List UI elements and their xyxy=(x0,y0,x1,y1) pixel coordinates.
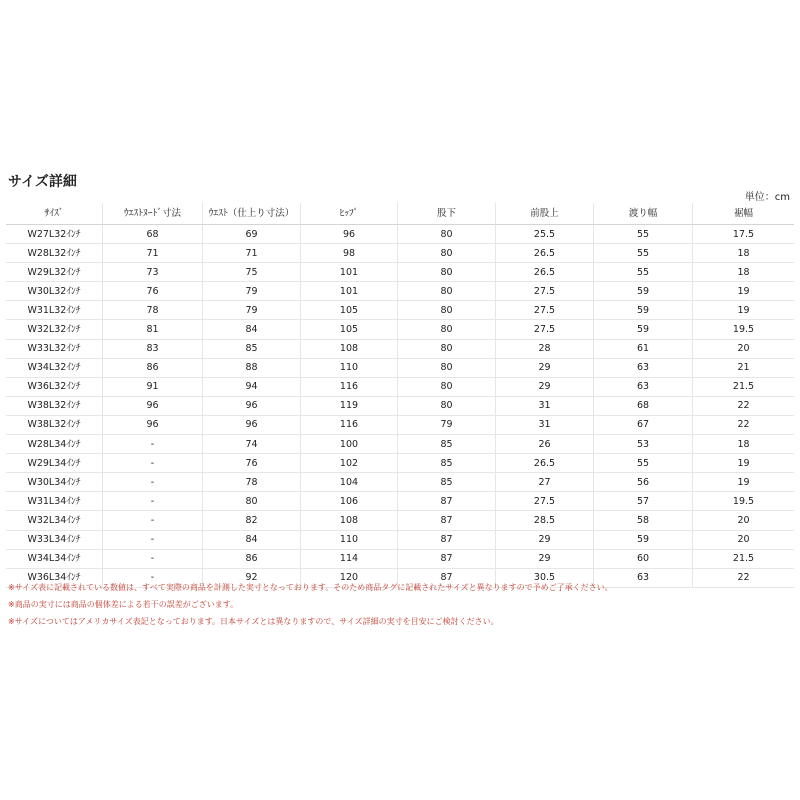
cell-hem-width: 22 xyxy=(693,397,794,416)
table-row xyxy=(6,492,794,511)
header-waist-finished: ｳｴｽﾄ（仕上り寸法） xyxy=(203,203,301,225)
cell-hip: 96 xyxy=(301,225,398,244)
cell-hem-width: 19 xyxy=(693,282,794,301)
cell-hip: 110 xyxy=(301,531,398,550)
table-row xyxy=(6,340,794,359)
cell-hip: 116 xyxy=(301,416,398,435)
table-row xyxy=(6,378,794,397)
table-row xyxy=(6,511,794,530)
cell-thigh-width: 63 xyxy=(594,378,693,397)
cell-thigh-width: 55 xyxy=(594,263,693,282)
cell-thigh-width: 59 xyxy=(594,282,693,301)
cell-waist-finished: 80 xyxy=(203,492,301,511)
cell-hem-width: 22 xyxy=(693,569,794,588)
cell-hip: 105 xyxy=(301,320,398,339)
cell-front-rise: 26.5 xyxy=(496,263,594,282)
cell-waist-nude: 78 xyxy=(103,301,203,320)
cell-front-rise: 29 xyxy=(496,550,594,569)
cell-waist-nude: 81 xyxy=(103,320,203,339)
cell-hip: 110 xyxy=(301,359,398,378)
cell-size: W38L32ｲﾝﾁ xyxy=(6,416,103,435)
cell-waist-finished: 75 xyxy=(203,263,301,282)
cell-hip: 120 xyxy=(301,569,398,588)
cell-thigh-width: 55 xyxy=(594,244,693,263)
notes-section xyxy=(8,579,794,630)
cell-inseam: 87 xyxy=(398,550,496,569)
cell-front-rise: 29 xyxy=(496,531,594,550)
cell-inseam: 80 xyxy=(398,397,496,416)
table-row xyxy=(6,435,794,454)
cell-hem-width: 21.5 xyxy=(693,550,794,569)
cell-hem-width: 21 xyxy=(693,359,794,378)
cell-front-rise: 26.5 xyxy=(496,244,594,263)
header-size: ｻｲｽﾞ xyxy=(6,203,103,225)
cell-waist-finished: 94 xyxy=(203,378,301,397)
cell-hem-width: 18 xyxy=(693,244,794,263)
table-row xyxy=(6,225,794,244)
cell-front-rise: 31 xyxy=(496,397,594,416)
cell-waist-finished: 85 xyxy=(203,340,301,359)
cell-front-rise: 30.5 xyxy=(496,569,594,588)
cell-hip: 98 xyxy=(301,244,398,263)
cell-waist-finished: 86 xyxy=(203,550,301,569)
cell-hip: 105 xyxy=(301,301,398,320)
cell-size: W28L32ｲﾝﾁ xyxy=(6,244,103,263)
cell-inseam: 87 xyxy=(398,492,496,511)
table-row xyxy=(6,359,794,378)
cell-inseam: 80 xyxy=(398,320,496,339)
cell-thigh-width: 61 xyxy=(594,340,693,359)
table-row xyxy=(6,416,794,435)
cell-hip: 101 xyxy=(301,263,398,282)
cell-front-rise: 25.5 xyxy=(496,225,594,244)
cell-size: W36L32ｲﾝﾁ xyxy=(6,378,103,397)
cell-hem-width: 20 xyxy=(693,511,794,530)
cell-size: W33L34ｲﾝﾁ xyxy=(6,531,103,550)
cell-waist-nude: - xyxy=(103,569,203,588)
cell-inseam: 80 xyxy=(398,263,496,282)
header-front-rise: 前股上 xyxy=(496,203,594,225)
cell-waist-nude: - xyxy=(103,454,203,473)
cell-hip: 100 xyxy=(301,435,398,454)
cell-size: W30L34ｲﾝﾁ xyxy=(6,473,103,492)
table-row xyxy=(6,473,794,492)
cell-size: W31L34ｲﾝﾁ xyxy=(6,492,103,511)
cell-thigh-width: 58 xyxy=(594,511,693,530)
cell-waist-finished: 96 xyxy=(203,416,301,435)
cell-size: W34L32ｲﾝﾁ xyxy=(6,359,103,378)
cell-inseam: 87 xyxy=(398,531,496,550)
cell-size: W27L32ｲﾝﾁ xyxy=(6,225,103,244)
table-row xyxy=(6,454,794,473)
cell-waist-finished: 79 xyxy=(203,301,301,320)
cell-hem-width: 19 xyxy=(693,454,794,473)
note-measurement: ※サイズ表に記載されている数値は、すべて実際の商品を計測した実寸となっております。そのため商品タグに記載されたサイズと異なりますので予めご了承ください。 xyxy=(8,583,613,592)
cell-waist-finished: 74 xyxy=(203,435,301,454)
cell-size: W32L34ｲﾝﾁ xyxy=(6,511,103,530)
cell-thigh-width: 57 xyxy=(594,492,693,511)
cell-hem-width: 20 xyxy=(693,340,794,359)
cell-hip: 102 xyxy=(301,454,398,473)
cell-waist-nude: - xyxy=(103,492,203,511)
header-thigh-width: 渡り幅 xyxy=(594,203,693,225)
cell-thigh-width: 60 xyxy=(594,550,693,569)
cell-size: W32L32ｲﾝﾁ xyxy=(6,320,103,339)
cell-front-rise: 31 xyxy=(496,416,594,435)
cell-inseam: 80 xyxy=(398,359,496,378)
cell-thigh-width: 59 xyxy=(594,301,693,320)
header-waist-nude: ｳｴｽﾄﾇｰﾄﾞ寸法 xyxy=(103,203,203,225)
cell-size: W29L32ｲﾝﾁ xyxy=(6,263,103,282)
table-row xyxy=(6,301,794,320)
table-row xyxy=(6,550,794,569)
cell-thigh-width: 56 xyxy=(594,473,693,492)
cell-hip: 114 xyxy=(301,550,398,569)
cell-front-rise: 27 xyxy=(496,473,594,492)
cell-inseam: 85 xyxy=(398,473,496,492)
cell-waist-finished: 92 xyxy=(203,569,301,588)
cell-inseam: 85 xyxy=(398,435,496,454)
cell-size: W28L34ｲﾝﾁ xyxy=(6,435,103,454)
table-row xyxy=(6,244,794,263)
cell-hip: 106 xyxy=(301,492,398,511)
cell-inseam: 85 xyxy=(398,454,496,473)
cell-size: W31L32ｲﾝﾁ xyxy=(6,301,103,320)
table-row xyxy=(6,320,794,339)
cell-waist-finished: 82 xyxy=(203,511,301,530)
size-table xyxy=(6,203,794,588)
cell-waist-finished: 78 xyxy=(203,473,301,492)
cell-waist-finished: 79 xyxy=(203,282,301,301)
cell-hem-width: 18 xyxy=(693,435,794,454)
cell-front-rise: 28 xyxy=(496,340,594,359)
cell-waist-finished: 69 xyxy=(203,225,301,244)
cell-hem-width: 18 xyxy=(693,263,794,282)
cell-hem-width: 19 xyxy=(693,301,794,320)
cell-front-rise: 27.5 xyxy=(496,320,594,339)
cell-inseam: 79 xyxy=(398,416,496,435)
cell-hem-width: 22 xyxy=(693,416,794,435)
cell-thigh-width: 63 xyxy=(594,359,693,378)
table-header-row xyxy=(6,203,794,225)
cell-size: W29L34ｲﾝﾁ xyxy=(6,454,103,473)
cell-hip: 116 xyxy=(301,378,398,397)
cell-front-rise: 29 xyxy=(496,378,594,397)
cell-hip: 101 xyxy=(301,282,398,301)
cell-size: W36L34ｲﾝﾁ xyxy=(6,569,103,588)
cell-waist-nude: 86 xyxy=(103,359,203,378)
cell-waist-nude: 83 xyxy=(103,340,203,359)
cell-thigh-width: 63 xyxy=(594,569,693,588)
cell-front-rise: 29 xyxy=(496,359,594,378)
cell-waist-nude: 96 xyxy=(103,397,203,416)
cell-waist-nude: 73 xyxy=(103,263,203,282)
cell-front-rise: 26.5 xyxy=(496,454,594,473)
cell-thigh-width: 68 xyxy=(594,397,693,416)
cell-inseam: 87 xyxy=(398,569,496,588)
cell-waist-nude: 68 xyxy=(103,225,203,244)
page-title: サイズ詳細 xyxy=(8,174,77,190)
note-variance: ※商品の実寸には商品の個体差による若干の誤差がございます。 xyxy=(8,600,239,609)
cell-thigh-width: 67 xyxy=(594,416,693,435)
cell-thigh-width: 55 xyxy=(594,225,693,244)
cell-hip: 108 xyxy=(301,340,398,359)
cell-inseam: 80 xyxy=(398,340,496,359)
table-row xyxy=(6,397,794,416)
cell-waist-finished: 76 xyxy=(203,454,301,473)
header-hip: ﾋｯﾌﾟ xyxy=(301,203,398,225)
cell-thigh-width: 55 xyxy=(594,454,693,473)
cell-size: W34L34ｲﾝﾁ xyxy=(6,550,103,569)
cell-waist-finished: 88 xyxy=(203,359,301,378)
cell-hem-width: 21.5 xyxy=(693,378,794,397)
cell-thigh-width: 59 xyxy=(594,320,693,339)
cell-hip: 104 xyxy=(301,473,398,492)
cell-front-rise: 26 xyxy=(496,435,594,454)
header-hem-width: 裾幅 xyxy=(693,203,794,225)
cell-waist-nude: 96 xyxy=(103,416,203,435)
cell-hip: 119 xyxy=(301,397,398,416)
cell-inseam: 80 xyxy=(398,225,496,244)
cell-front-rise: 27.5 xyxy=(496,492,594,511)
cell-inseam: 80 xyxy=(398,301,496,320)
cell-hem-width: 19.5 xyxy=(693,320,794,339)
cell-waist-nude: - xyxy=(103,473,203,492)
table-row xyxy=(6,531,794,550)
cell-hem-width: 19 xyxy=(693,473,794,492)
cell-inseam: 80 xyxy=(398,282,496,301)
table-row xyxy=(6,263,794,282)
cell-hem-width: 20 xyxy=(693,531,794,550)
cell-waist-finished: 84 xyxy=(203,320,301,339)
cell-waist-finished: 71 xyxy=(203,244,301,263)
cell-waist-nude: - xyxy=(103,531,203,550)
cell-hem-width: 17.5 xyxy=(693,225,794,244)
cell-thigh-width: 53 xyxy=(594,435,693,454)
cell-waist-finished: 96 xyxy=(203,397,301,416)
cell-hip: 108 xyxy=(301,511,398,530)
cell-waist-nude: 71 xyxy=(103,244,203,263)
cell-waist-nude: - xyxy=(103,435,203,454)
cell-front-rise: 27.5 xyxy=(496,282,594,301)
cell-size: W30L32ｲﾝﾁ xyxy=(6,282,103,301)
cell-waist-nude: 91 xyxy=(103,378,203,397)
cell-inseam: 80 xyxy=(398,378,496,397)
cell-waist-nude: - xyxy=(103,550,203,569)
cell-waist-finished: 84 xyxy=(203,531,301,550)
cell-front-rise: 27.5 xyxy=(496,301,594,320)
cell-size: W33L32ｲﾝﾁ xyxy=(6,340,103,359)
cell-inseam: 80 xyxy=(398,244,496,263)
cell-inseam: 87 xyxy=(398,511,496,530)
table-row xyxy=(6,282,794,301)
cell-thigh-width: 59 xyxy=(594,531,693,550)
cell-size: W38L32ｲﾝﾁ xyxy=(6,397,103,416)
cell-waist-nude: - xyxy=(103,511,203,530)
cell-waist-nude: 76 xyxy=(103,282,203,301)
cell-hem-width: 19.5 xyxy=(693,492,794,511)
cell-front-rise: 28.5 xyxy=(496,511,594,530)
header-inseam: 股下 xyxy=(398,203,496,225)
note-us-sizing: ※サイズについてはアメリカサイズ表記となっております。日本サイズとは異なりますので、サイズ詳細の実寸を目安にご検討ください。 xyxy=(8,617,499,626)
unit-label: 単位：cm xyxy=(744,192,790,203)
